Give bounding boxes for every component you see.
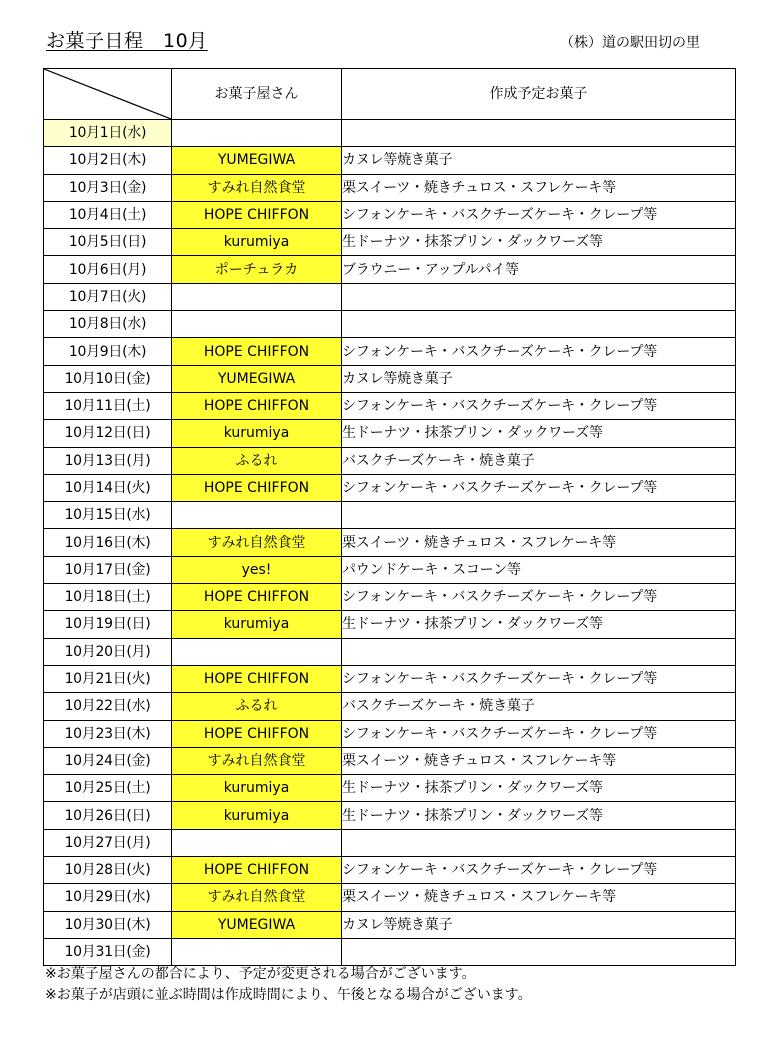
date-cell: 10月16日(木) xyxy=(44,529,172,556)
sweets-cell: 生ドーナツ・抹茶プリン・ダックワーズ等 xyxy=(342,775,736,802)
table-row xyxy=(44,638,736,665)
date-cell: 10月25日(土) xyxy=(44,775,172,802)
sweets-cell: カヌレ等焼き菓子 xyxy=(342,147,736,174)
date-cell: 10月9日(木) xyxy=(44,338,172,365)
sweets-cell xyxy=(342,311,736,338)
table-row xyxy=(44,147,736,174)
sweets-cell: バスクチーズケーキ・焼き菓子 xyxy=(342,693,736,720)
date-cell: 10月24日(金) xyxy=(44,747,172,774)
shop-cell: ふるれ xyxy=(172,447,342,474)
table-row xyxy=(44,256,736,283)
date-cell: 10月12日(日) xyxy=(44,420,172,447)
date-cell: 10月27日(月) xyxy=(44,829,172,856)
shop-cell xyxy=(172,283,342,310)
shop-cell: すみれ自然食堂 xyxy=(172,529,342,556)
date-cell: 10月17日(金) xyxy=(44,556,172,583)
date-cell: 10月26日(日) xyxy=(44,802,172,829)
shop-cell: ふるれ xyxy=(172,693,342,720)
header-corner-cell xyxy=(44,69,172,120)
shop-cell xyxy=(172,638,342,665)
shop-cell: kurumiya xyxy=(172,802,342,829)
date-cell: 10月4日(土) xyxy=(44,201,172,228)
table-row xyxy=(44,229,736,256)
date-cell: 10月8日(水) xyxy=(44,311,172,338)
table-row xyxy=(44,747,736,774)
date-cell: 10月22日(水) xyxy=(44,693,172,720)
sweets-cell: 栗スイーツ・焼きチュロス・スフレケーキ等 xyxy=(342,529,736,556)
table-row xyxy=(44,938,736,965)
shop-cell: HOPE CHIFFON xyxy=(172,474,342,501)
table-row xyxy=(44,392,736,419)
sweets-cell xyxy=(342,502,736,529)
shop-cell xyxy=(172,502,342,529)
sweets-cell: ブラウニー・アップルパイ等 xyxy=(342,256,736,283)
schedule-table xyxy=(43,68,736,966)
sweets-cell: シフォンケーキ・バスクチーズケーキ・クレープ等 xyxy=(342,720,736,747)
shop-cell: HOPE CHIFFON xyxy=(172,201,342,228)
sweets-cell: シフォンケーキ・バスクチーズケーキ・クレープ等 xyxy=(342,201,736,228)
table-row xyxy=(44,584,736,611)
date-cell: 10月29日(水) xyxy=(44,884,172,911)
company-name: （株）道の駅田切の里 xyxy=(560,35,700,51)
table-row xyxy=(44,884,736,911)
shop-cell: kurumiya xyxy=(172,611,342,638)
table-row xyxy=(44,502,736,529)
table-row xyxy=(44,283,736,310)
note-display-time: ※お菓子が店頭に並ぶ時間は作成時間により、午後となる場合がございます。 xyxy=(45,987,532,1003)
sweets-cell: シフォンケーキ・バスクチーズケーキ・クレープ等 xyxy=(342,665,736,692)
sweets-cell: 栗スイーツ・焼きチュロス・スフレケーキ等 xyxy=(342,884,736,911)
shop-cell xyxy=(172,829,342,856)
sweets-cell: シフォンケーキ・バスクチーズケーキ・クレープ等 xyxy=(342,474,736,501)
sweets-cell: カヌレ等焼き菓子 xyxy=(342,911,736,938)
shop-cell: すみれ自然食堂 xyxy=(172,174,342,201)
table-row xyxy=(44,775,736,802)
table-row xyxy=(44,556,736,583)
table-header-row xyxy=(44,69,736,120)
shop-cell xyxy=(172,120,342,147)
date-cell: 10月1日(水) xyxy=(44,120,172,147)
sweets-cell: カヌレ等焼き菓子 xyxy=(342,365,736,392)
shop-cell: HOPE CHIFFON xyxy=(172,392,342,419)
schedule-body xyxy=(44,120,736,966)
diagonal-line xyxy=(44,69,171,119)
sweets-cell: 栗スイーツ・焼きチュロス・スフレケーキ等 xyxy=(342,747,736,774)
sweets-cell: バスクチーズケーキ・焼き菓子 xyxy=(342,447,736,474)
date-cell: 10月31日(金) xyxy=(44,938,172,965)
shop-cell: HOPE CHIFFON xyxy=(172,584,342,611)
shop-cell: HOPE CHIFFON xyxy=(172,338,342,365)
shop-cell: kurumiya xyxy=(172,420,342,447)
note-schedule-change: ※お菓子屋さんの都合により、予定が変更される場合がございます。 xyxy=(45,966,476,982)
sweets-cell: 生ドーナツ・抹茶プリン・ダックワーズ等 xyxy=(342,611,736,638)
sweets-cell xyxy=(342,938,736,965)
date-cell: 10月13日(月) xyxy=(44,447,172,474)
table-row xyxy=(44,911,736,938)
table-row xyxy=(44,338,736,365)
shop-cell: すみれ自然食堂 xyxy=(172,884,342,911)
table-row xyxy=(44,120,736,147)
shop-cell: yes! xyxy=(172,556,342,583)
sweets-cell xyxy=(342,283,736,310)
shop-cell: HOPE CHIFFON xyxy=(172,665,342,692)
table-row xyxy=(44,420,736,447)
sweets-cell: 栗スイーツ・焼きチュロス・スフレケーキ等 xyxy=(342,174,736,201)
date-cell: 10月2日(木) xyxy=(44,147,172,174)
header-shop: お菓子屋さん xyxy=(172,69,342,120)
table-row xyxy=(44,611,736,638)
sweets-cell: シフォンケーキ・バスクチーズケーキ・クレープ等 xyxy=(342,392,736,419)
date-cell: 10月20日(月) xyxy=(44,638,172,665)
shop-cell: ポーチュラカ xyxy=(172,256,342,283)
shop-cell: すみれ自然食堂 xyxy=(172,747,342,774)
shop-cell: YUMEGIWA xyxy=(172,365,342,392)
table-row xyxy=(44,802,736,829)
table-row xyxy=(44,529,736,556)
date-cell: 10月21日(火) xyxy=(44,665,172,692)
sweets-cell: パウンドケーキ・スコーン等 xyxy=(342,556,736,583)
header-sweets: 作成予定お菓子 xyxy=(342,69,736,120)
table-row xyxy=(44,720,736,747)
sweets-cell xyxy=(342,829,736,856)
table-row xyxy=(44,447,736,474)
date-cell: 10月19日(日) xyxy=(44,611,172,638)
page-title: お菓子日程 10月 xyxy=(46,30,208,52)
table-row xyxy=(44,365,736,392)
shop-cell: YUMEGIWA xyxy=(172,147,342,174)
date-cell: 10月10日(金) xyxy=(44,365,172,392)
shop-cell: kurumiya xyxy=(172,775,342,802)
date-cell: 10月23日(木) xyxy=(44,720,172,747)
date-cell: 10月11日(土) xyxy=(44,392,172,419)
date-cell: 10月30日(木) xyxy=(44,911,172,938)
shop-cell: HOPE CHIFFON xyxy=(172,720,342,747)
date-cell: 10月18日(土) xyxy=(44,584,172,611)
date-cell: 10月7日(火) xyxy=(44,283,172,310)
table-row xyxy=(44,693,736,720)
shop-cell: HOPE CHIFFON xyxy=(172,857,342,884)
sweets-cell xyxy=(342,120,736,147)
notes xyxy=(45,964,532,1006)
sweets-cell xyxy=(342,638,736,665)
sweets-cell: 生ドーナツ・抹茶プリン・ダックワーズ等 xyxy=(342,802,736,829)
shop-cell: kurumiya xyxy=(172,229,342,256)
table-row xyxy=(44,857,736,884)
date-cell: 10月5日(日) xyxy=(44,229,172,256)
date-cell: 10月14日(火) xyxy=(44,474,172,501)
date-cell: 10月6日(月) xyxy=(44,256,172,283)
shop-cell: YUMEGIWA xyxy=(172,911,342,938)
shop-cell xyxy=(172,311,342,338)
table-row xyxy=(44,665,736,692)
sweets-cell: シフォンケーキ・バスクチーズケーキ・クレープ等 xyxy=(342,857,736,884)
table-row xyxy=(44,829,736,856)
table-row xyxy=(44,311,736,338)
table-row xyxy=(44,174,736,201)
shop-cell xyxy=(172,938,342,965)
sweets-cell: シフォンケーキ・バスクチーズケーキ・クレープ等 xyxy=(342,584,736,611)
date-cell: 10月15日(水) xyxy=(44,502,172,529)
table-row xyxy=(44,201,736,228)
sweets-cell: 生ドーナツ・抹茶プリン・ダックワーズ等 xyxy=(342,420,736,447)
sweets-cell: 生ドーナツ・抹茶プリン・ダックワーズ等 xyxy=(342,229,736,256)
table-row xyxy=(44,474,736,501)
date-cell: 10月28日(火) xyxy=(44,857,172,884)
sweets-cell: シフォンケーキ・バスクチーズケーキ・クレープ等 xyxy=(342,338,736,365)
date-cell: 10月3日(金) xyxy=(44,174,172,201)
